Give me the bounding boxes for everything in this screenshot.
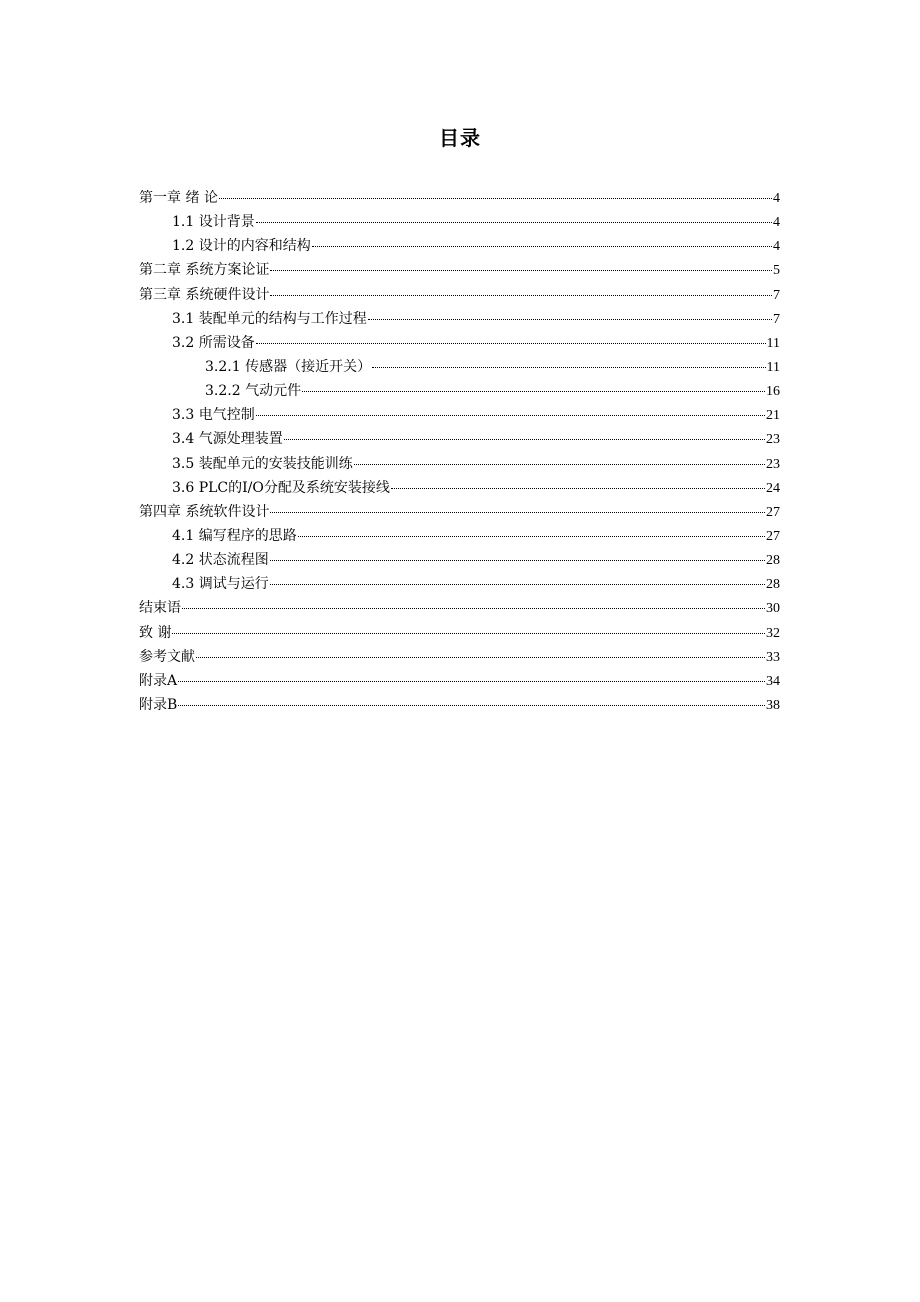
toc-entry[interactable] (139, 548, 780, 572)
toc-entry[interactable] (139, 476, 780, 500)
toc-entry-page: 32 (766, 625, 780, 641)
toc-dot-leader (196, 656, 765, 658)
toc-entry[interactable] (139, 258, 780, 282)
toc-dot-leader (354, 463, 765, 465)
toc-entry-page: 5 (773, 263, 780, 279)
toc-entry[interactable] (139, 355, 780, 379)
toc-entry[interactable] (139, 379, 780, 403)
toc-entry[interactable] (139, 524, 780, 548)
toc-entry-page: 7 (773, 287, 780, 303)
toc-entry-label: 致 谢 (139, 624, 172, 641)
toc-dot-leader (391, 487, 765, 489)
toc-entry-label: 3.6 PLC的I/O分配及系统安装接线 (172, 479, 390, 496)
toc-entry-page: 4 (773, 191, 780, 206)
table-of-contents (139, 186, 780, 717)
toc-entry[interactable] (139, 669, 780, 693)
toc-dot-leader (302, 390, 765, 392)
toc-entry[interactable] (139, 596, 780, 620)
toc-dot-leader (270, 294, 772, 296)
toc-entry[interactable] (139, 572, 780, 596)
toc-dot-leader (368, 318, 772, 320)
toc-entry-label: 第四章 系统软件设计 (139, 503, 270, 520)
toc-dot-leader (256, 342, 766, 344)
toc-dot-leader (182, 607, 765, 609)
toc-dot-leader (270, 559, 765, 561)
toc-entry-page: 21 (766, 408, 780, 424)
toc-entry-page: 27 (766, 528, 780, 544)
toc-entry-page: 28 (766, 577, 780, 593)
toc-entry-label: 4.3 调试与运行 (172, 576, 269, 593)
toc-entry-page: 7 (773, 311, 780, 327)
toc-entry-label: 1.2 设计的内容和结构 (172, 238, 311, 255)
toc-entry-page: 30 (766, 601, 780, 617)
toc-entry-label: 4.2 状态流程图 (172, 552, 269, 569)
toc-entry-label: 4.1 编写程序的思路 (172, 527, 297, 544)
toc-entry-label: 附录A (139, 672, 178, 689)
toc-title: 目录 (439, 126, 481, 150)
toc-entry[interactable] (139, 500, 780, 524)
toc-entry[interactable] (139, 283, 780, 307)
toc-entry[interactable] (139, 452, 780, 476)
toc-entry-label: 3.1 装配单元的结构与工作过程 (172, 310, 367, 327)
toc-entry-page: 34 (766, 673, 780, 689)
toc-entry-label: 第三章 系统硬件设计 (139, 286, 270, 303)
toc-entry-label: 3.4 气源处理装置 (172, 431, 283, 448)
toc-dot-leader (270, 583, 765, 585)
toc-entry-page: 23 (766, 432, 780, 448)
toc-dot-leader (284, 438, 765, 440)
toc-entry-page: 24 (766, 480, 780, 496)
toc-entry-label: 附录B (139, 696, 178, 713)
toc-dot-leader (178, 704, 765, 706)
toc-entry-label: 第一章 绪 论 (139, 190, 218, 206)
toc-entry[interactable] (139, 234, 780, 258)
toc-dot-leader (372, 366, 765, 368)
toc-dot-leader (270, 269, 772, 271)
toc-dot-leader (219, 197, 772, 199)
toc-entry[interactable] (139, 403, 780, 427)
toc-entry-label: 3.5 装配单元的安装技能训练 (172, 455, 353, 472)
toc-entry-label: 1.1 设计背景 (172, 214, 255, 231)
toc-entry-page: 27 (766, 504, 780, 520)
toc-entry[interactable] (139, 307, 780, 331)
toc-entry[interactable] (139, 210, 780, 234)
toc-entry-label: 3.3 电气控制 (172, 407, 255, 424)
toc-entry-label: 3.2 所需设备 (172, 334, 255, 351)
toc-entry-label: 第二章 系统方案论证 (139, 262, 270, 279)
toc-entry[interactable] (139, 645, 780, 669)
toc-dot-leader (256, 414, 765, 416)
toc-dot-leader (178, 680, 765, 682)
toc-entry-page: 4 (773, 239, 780, 255)
toc-entry-page: 33 (766, 649, 780, 665)
toc-entry-label: 3.2.2 气动元件 (205, 383, 302, 400)
toc-entry[interactable] (139, 427, 780, 451)
toc-entry-page: 28 (766, 553, 780, 569)
toc-dot-leader (312, 245, 772, 247)
toc-entry[interactable] (139, 693, 780, 717)
toc-entry-label: 3.2.1 传感器（接近开关） (205, 358, 372, 375)
toc-entry[interactable] (139, 331, 780, 355)
toc-dot-leader (256, 221, 772, 223)
toc-entry-page: 38 (766, 697, 780, 713)
toc-entry[interactable] (139, 186, 780, 210)
toc-entry-page: 4 (773, 215, 780, 231)
toc-dot-leader (298, 535, 765, 537)
toc-entry-page: 11 (766, 359, 780, 375)
toc-entry-page: 11 (766, 335, 780, 351)
toc-dot-leader (172, 632, 765, 634)
toc-entry[interactable] (139, 621, 780, 645)
toc-dot-leader (270, 511, 765, 513)
toc-entry-label: 结束语 (139, 600, 181, 617)
toc-entry-label: 参考文献 (139, 648, 195, 665)
toc-entry-page: 16 (766, 384, 780, 400)
toc-entry-page: 23 (766, 456, 780, 472)
